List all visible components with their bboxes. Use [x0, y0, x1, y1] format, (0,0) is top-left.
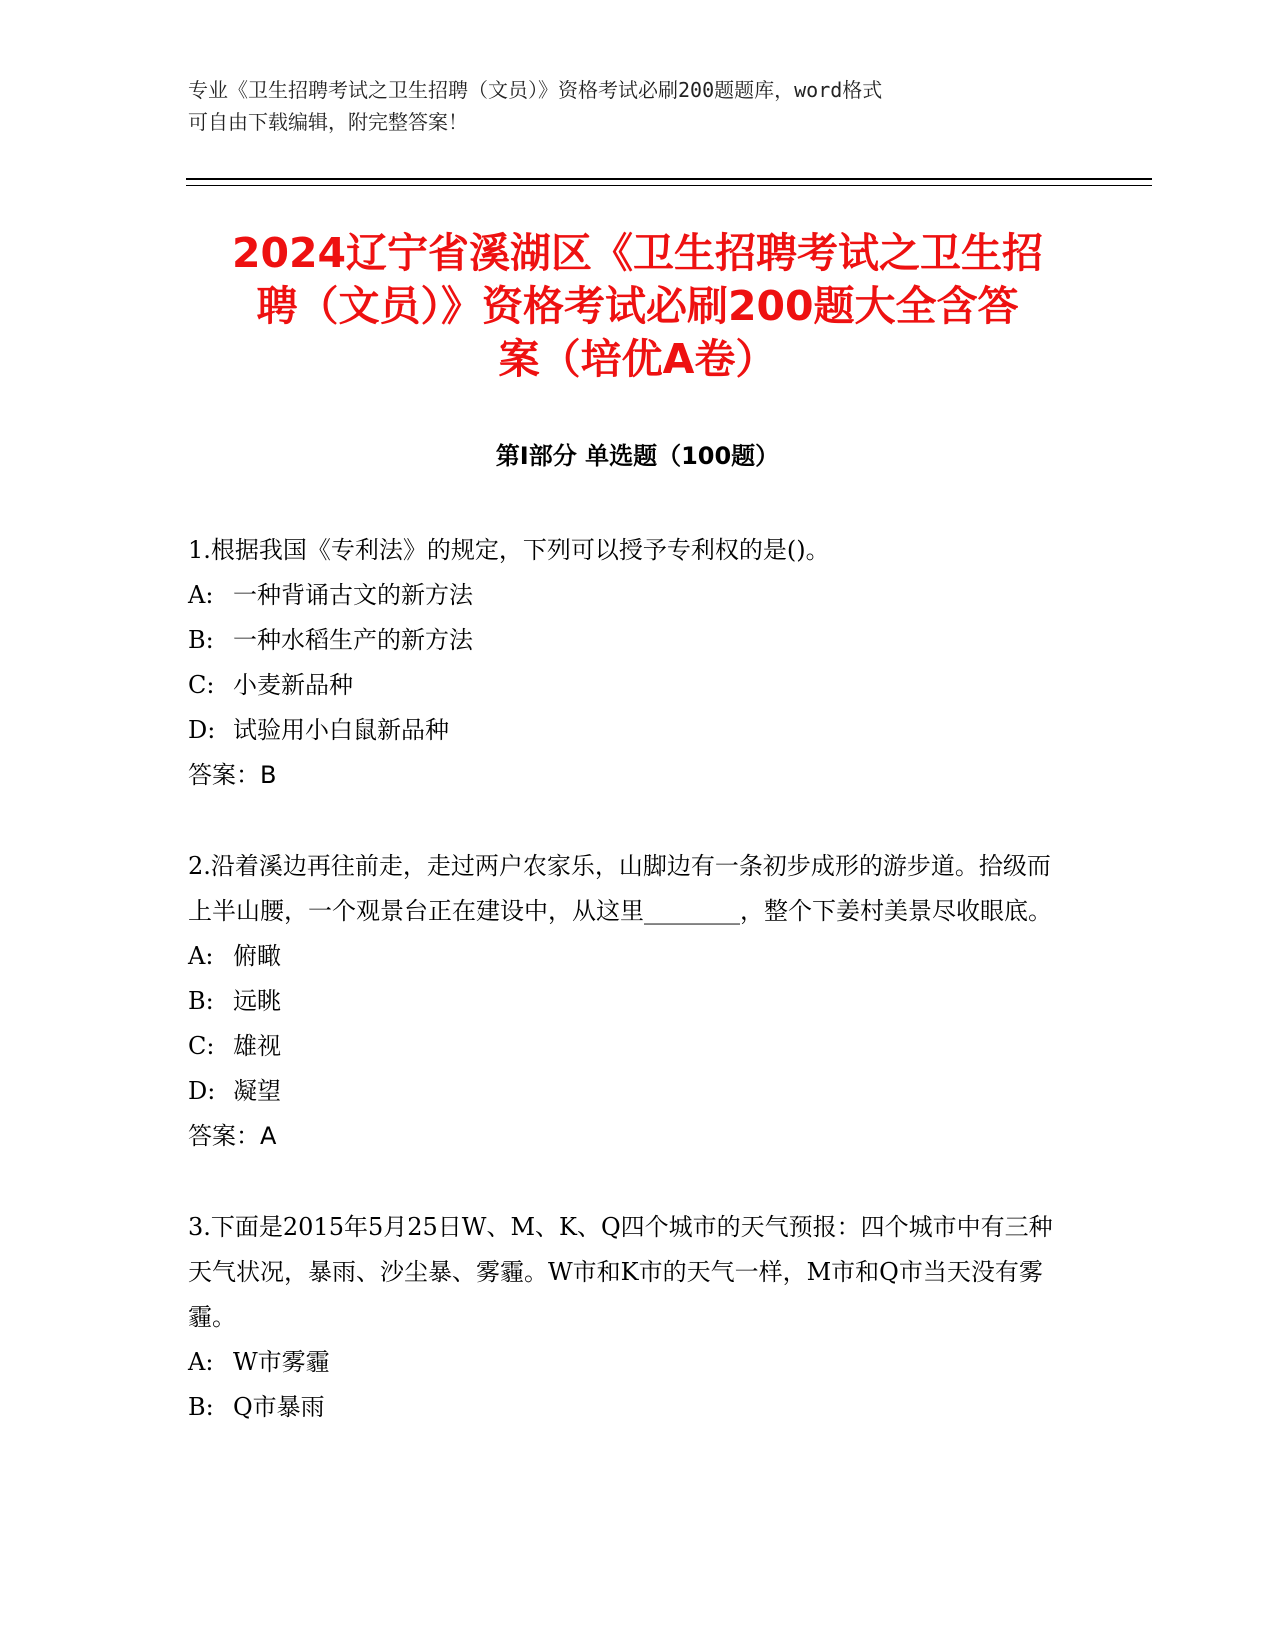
option-text: 一种水稻生产的新方法: [233, 626, 473, 654]
option-list: [188, 1340, 1068, 1430]
option-item: [188, 1385, 1068, 1430]
option-item: [188, 1069, 1068, 1114]
option-key: A:: [188, 1348, 214, 1376]
header-divider-thin: [186, 185, 1152, 186]
option-key: D:: [188, 716, 216, 744]
question-list: [188, 528, 1068, 1476]
question-stem: 2.沿着溪边再往前走，走过两户农家乐，山脚边有一条初步成形的游步道。拾级而上半山腰，一个观景台正在建设中，从这里________，整个下姜村美景尽收眼底。: [188, 852, 1052, 925]
option-item: [188, 708, 1068, 753]
option-item: [188, 1024, 1068, 1069]
option-text: W市雾霾: [233, 1348, 330, 1376]
option-text: Q市暴雨: [233, 1393, 325, 1421]
header-note: [188, 74, 1068, 138]
option-item: [188, 979, 1068, 1024]
document-title-line-3: 案（培优A卷）: [498, 335, 777, 383]
option-key: B:: [188, 1393, 214, 1421]
option-key: A:: [188, 942, 214, 970]
header-note-line-1: 专业《卫生招聘考试之卫生招聘（文员）》资格考试必刷200题题库，word格式: [188, 78, 883, 102]
option-item: [188, 934, 1068, 979]
question-item: [188, 844, 1068, 1159]
option-key: A:: [188, 581, 214, 609]
option-text: 俯瞰: [233, 942, 281, 970]
answer-text: 答案：B: [188, 761, 277, 789]
option-item: [188, 663, 1068, 708]
option-item: [188, 618, 1068, 663]
option-key: C:: [188, 1032, 215, 1060]
question-stem: 3.下面是2015年5月25日W、M、K、Q四个城市的天气预报：四个城市中有三种天气状况，暴雨、沙尘暴、雾霾。W市和K市的天气一样，M市和Q市当天没有雾霾。: [188, 1213, 1053, 1331]
section-title: 第Ⅰ部分 单选题（100题）: [495, 442, 780, 470]
option-list: [188, 934, 1068, 1114]
answer-text: 答案：A: [188, 1122, 277, 1150]
header-divider-thick: [186, 178, 1152, 180]
question-item: [188, 528, 1068, 798]
option-text: 小麦新品种: [233, 671, 353, 699]
document-title-line-1: 2024辽宁省溪湖区《卫生招聘考试之卫生招: [231, 229, 1044, 277]
header-note-line-2: 可自由下载编辑，附完整答案！: [188, 110, 468, 134]
option-item: [188, 573, 1068, 618]
question-item: [188, 1205, 1068, 1430]
option-key: C:: [188, 671, 215, 699]
option-key: B:: [188, 626, 214, 654]
option-key: B:: [188, 987, 214, 1015]
option-text: 试验用小白鼠新品种: [233, 716, 449, 744]
document-title-line-2: 聘（文员）》资格考试必刷200题大全含答: [256, 282, 1019, 330]
question-stem: 1.根据我国《专利法》的规定，下列可以授予专利权的是()。: [188, 536, 830, 564]
option-text: 凝望: [233, 1077, 281, 1105]
option-text: 一种背诵古文的新方法: [233, 581, 473, 609]
document-title: [160, 227, 1115, 386]
option-text: 雄视: [233, 1032, 281, 1060]
option-item: [188, 1340, 1068, 1385]
option-list: [188, 573, 1068, 753]
option-key: D:: [188, 1077, 216, 1105]
option-text: 远眺: [233, 987, 281, 1015]
